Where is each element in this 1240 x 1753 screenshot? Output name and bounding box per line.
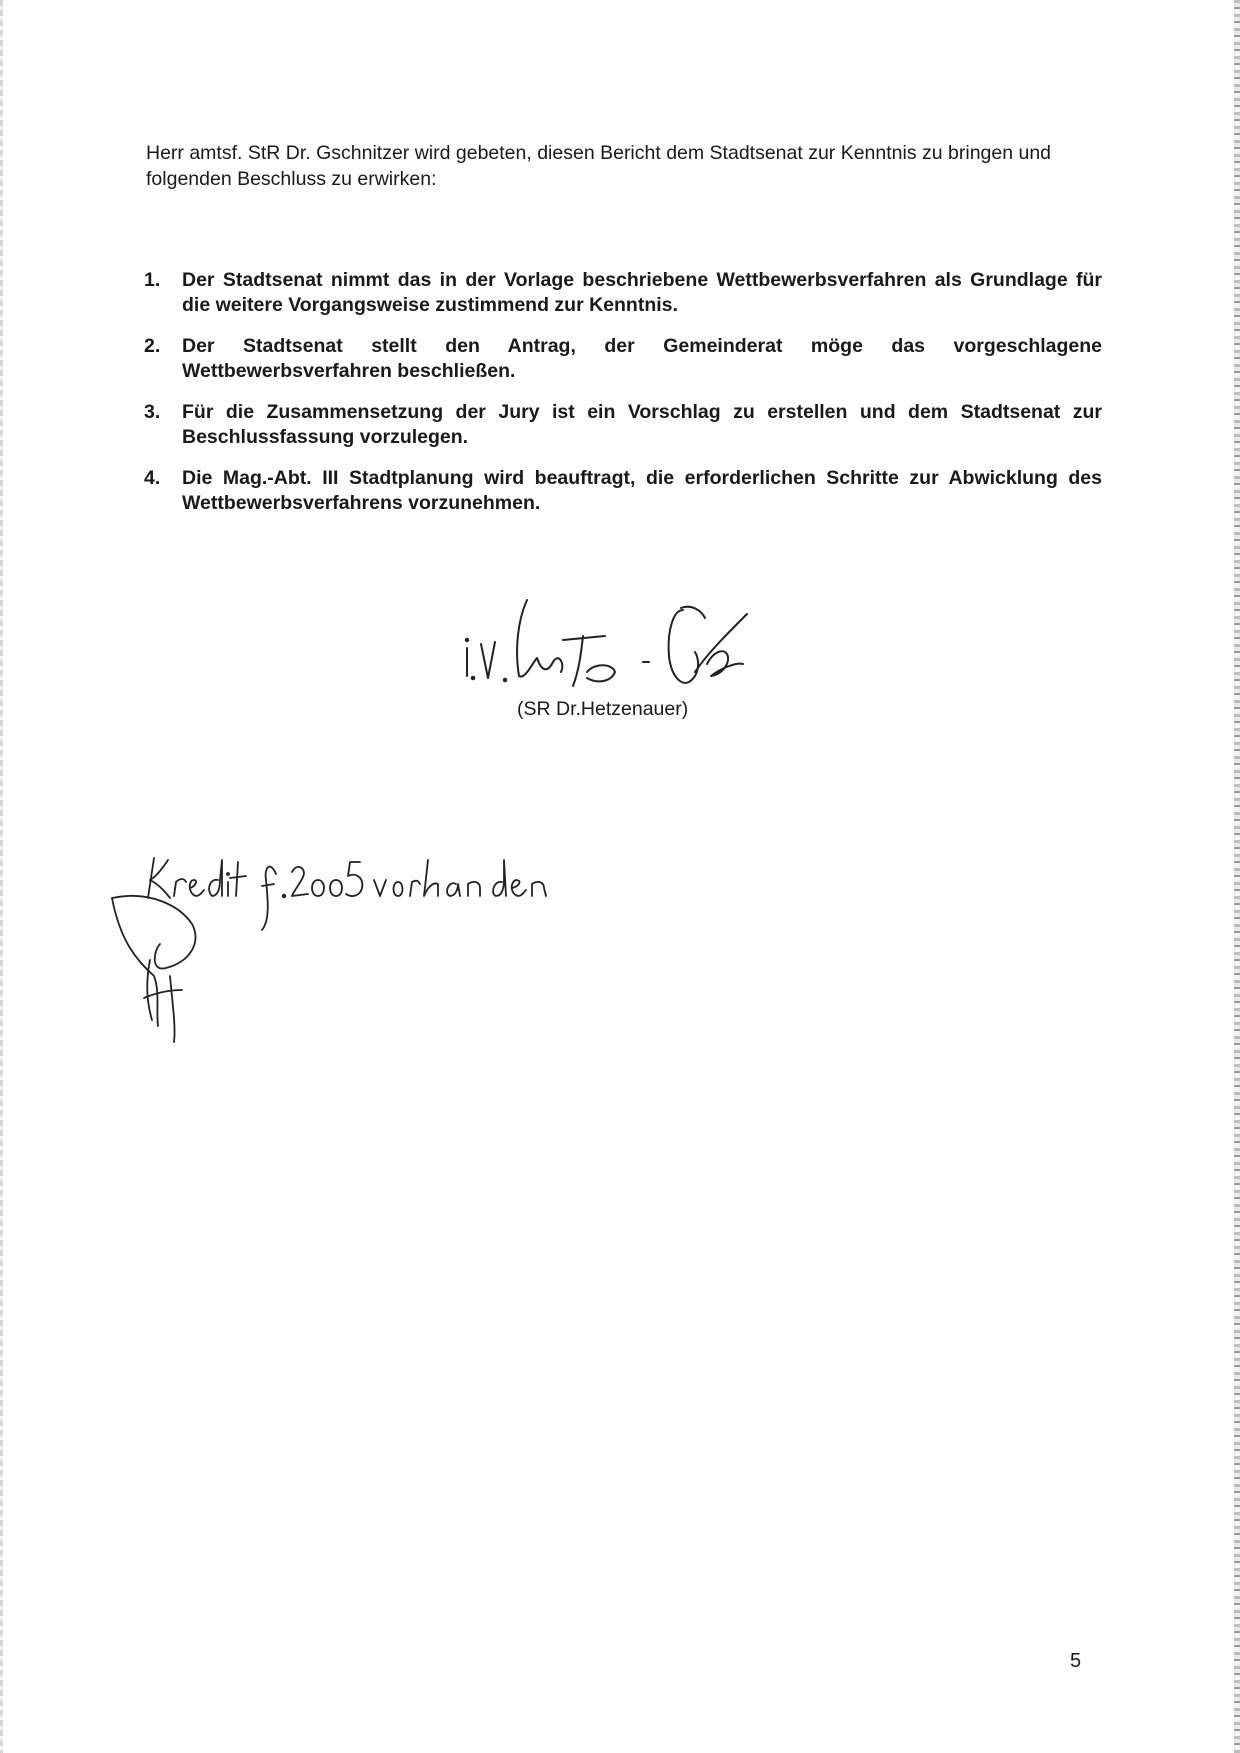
page-number: 5	[1070, 1650, 1082, 1672]
decision-number: 4.	[144, 467, 161, 489]
decision-item-4	[140, 466, 1102, 516]
decision-item-3	[140, 400, 1102, 450]
decision-text: Für die Zusammensetzung der Jury ist ein Vorschlag zu erstellen und dem Stadtsenat zur Beschlussfassung vorzulegen.	[182, 401, 1102, 448]
decision-number: 3.	[144, 401, 161, 423]
scan-edge-left	[0, 0, 3, 1753]
intro-paragraph: Herr amtsf. StR Dr. Gschnitzer wird gebeten, diesen Bericht dem Stadtsenat zur Kenntnis zu bringen und folgenden Beschluss zu erwirken:	[146, 142, 1052, 190]
decision-item-2	[140, 334, 1102, 384]
decision-text: Die Mag.-Abt. III Stadtplanung wird beauftragt, die erforderlichen Schritte zur Abwicklung des Wettbewerbsverfahrens vorzunehmen.	[182, 467, 1102, 514]
decision-text: Der Stadtsenat stellt den Antrag, der Gemeinderat möge das vorgeschlagene Wettbewerbsverfahren beschließen.	[182, 335, 1102, 382]
handwritten-note	[110, 850, 570, 1060]
decision-item-1	[140, 268, 1102, 318]
decision-number: 1.	[144, 269, 161, 291]
decision-list	[140, 268, 1102, 532]
scan-edge-right	[1234, 0, 1240, 1753]
signer-name: (SR Dr.Hetzenauer)	[517, 698, 689, 720]
decision-number: 2.	[144, 335, 161, 357]
decision-text: Der Stadtsenat nimmt das in der Vorlage beschriebene Wettbewerbsverfahren als Grundlage für die weitere Vorgangsweise zustimmend zur Kenntnis.	[182, 269, 1102, 316]
handwritten-signature	[455, 592, 855, 702]
